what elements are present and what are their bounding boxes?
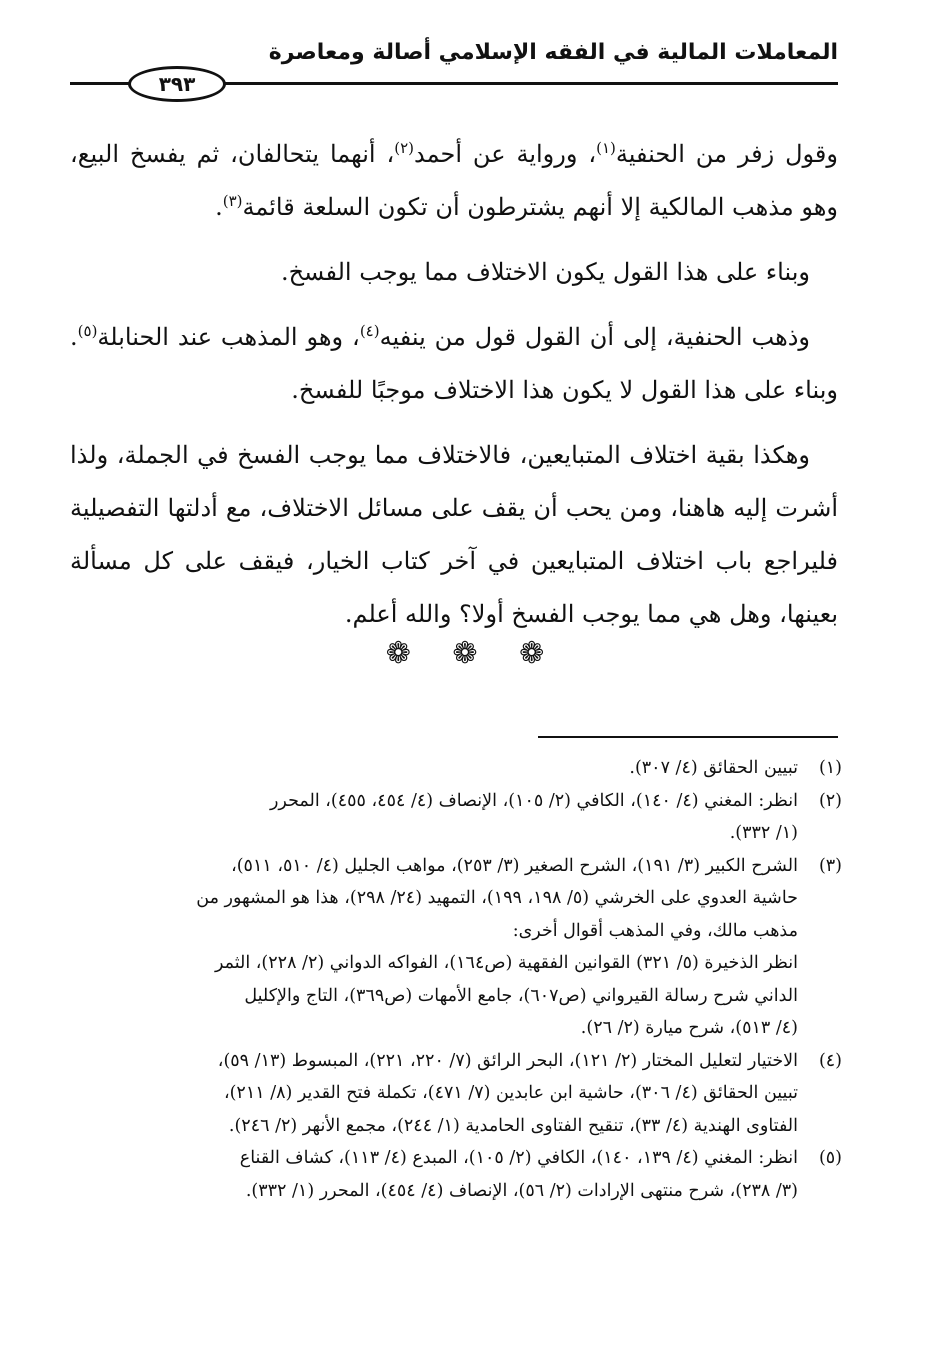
footnote-text	[66, 785, 798, 850]
footnote-separator	[538, 736, 838, 738]
running-title: المعاملات المالية في الفقه الإسلامي أصالة ومعاصرة	[268, 40, 838, 65]
footnote-4	[66, 1045, 842, 1143]
footnote-text	[66, 850, 798, 1045]
footnote-ref-2: (٢)	[394, 139, 415, 157]
footnote-number: (٣)	[818, 855, 842, 876]
paragraph-1-part-b: ، ورواية عن أحمد	[414, 140, 597, 168]
paragraph-1-part-a: وقول زفر من الحنفية	[615, 140, 838, 168]
page-header	[70, 38, 838, 96]
paragraph-1-part-d: .	[215, 193, 223, 221]
footnote-line: الفتاوى الهندية (٤/ ٣٣)، تنقيح الفتاوى الحامدية (١/ ٢٤٤)، مجمع الأنهر (٢/ ٢٤٦).	[228, 1115, 798, 1136]
footnote-line: الشرح الكبير (٣/ ١٩١)، الشرح الصغير (٣/ ٢٥٣)، مواهب الجليل (٤/ ٥١٠، ٥١١)،	[231, 855, 798, 876]
footnote-line: (٣/ ٢٣٨)، شرح منتهى الإرادات (٢/ ٥٦)، الإنصاف (٤/ ٤٥٤)، المحرر (١/ ٣٣٢).	[245, 1180, 798, 1201]
paragraph-3	[70, 311, 838, 417]
paragraph-4: وهكذا بقية اختلاف المتبايعين، فالاختلاف مما يوجب الفسخ في الجملة، ولذا أشرت إليه هاهنا، ومن يحب أن يقف على مسائل الاختلاف، مع أدلتها التفصيلية فليراجع باب اختلاف المتبايعين في آخر كتاب الخيار، فيقف على كل مسألة بعينها، وهل هي مما يوجب الفسخ أولا؟ والله أعلم.	[70, 441, 838, 628]
footnote-text	[66, 1142, 798, 1207]
paragraph-1	[70, 128, 838, 234]
footnote-number: (٤)	[818, 1050, 842, 1071]
section-divider-ornament: ❁ ❁ ❁	[385, 636, 561, 671]
footnote-ref-1: (١)	[596, 139, 616, 157]
footnote-5	[66, 1142, 842, 1207]
footnote-line: انظر الذخيرة (٥/ ٣٢١) القوانين الفقهية (ص١٦٤)، الفواكه الدواني (٢/ ٢٢٨)، الثمر	[214, 953, 798, 973]
footnotes	[66, 752, 842, 1207]
main-text	[70, 128, 838, 653]
footnote-line: (٤/ ٥١٣)، شرح ميارة (٢/ ٢٦).	[580, 1018, 798, 1038]
footnote-ref-5: (٥)	[77, 322, 98, 340]
footnote-line: الداني شرح رسالة القيرواني (ص٦٠٧)، جامع الأمهات (ص٣٦٩)، التاج والإكليل	[244, 985, 798, 1006]
footnote-3	[66, 850, 842, 1045]
footnote-line: انظر: المغني (٤/ ١٤٠)، الكافي (٢/ ١٠٥)، الإنصاف (٤/ ٤٥٤، ٤٥٥)، المحرر	[269, 790, 798, 811]
paragraph-1-part-c: ، أنهما يتحالفان، ثم يفسخ البيع، وهو مذهب المالكية إلا أنهم يشترطون أن تكون السلعة قائمة	[70, 140, 838, 221]
footnote-line: انظر: المغني (٤/ ١٣٩، ١٤٠)، الكافي (٢/ ١٠٥)، المبدع (٤/ ١١٣)، كشاف القناع	[239, 1148, 798, 1168]
footnote-ref-3: (٣)	[222, 192, 243, 210]
footnote-line: مذهب مالك، وفي المذهب أقوال أخرى:	[512, 920, 798, 941]
footnote-ref-4: (٤)	[359, 322, 380, 340]
footnote-text	[66, 1045, 798, 1143]
footnote-line: (١/ ٣٣٢).	[729, 823, 798, 843]
page-number: ٣٩٣	[128, 66, 226, 102]
footnote-1	[66, 752, 842, 785]
footnote-text	[66, 752, 798, 785]
footnote-line: الاختيار لتعليل المختار (٢/ ١٢١)، البحر الرائق (٧/ ٢٢٠، ٢٢١)، المبسوط (١٣/ ٥٩)،	[217, 1050, 798, 1071]
footnote-number: (٥)	[818, 1148, 842, 1168]
paragraph-2: وبناء على هذا القول يكون الاختلاف مما يوجب الفسخ.	[280, 258, 810, 286]
footnote-line: تبيين الحقائق (٤/ ٣٠٧).	[629, 758, 798, 778]
footnote-line: حاشية العدوي على الخرشي (٥/ ١٩٨، ١٩٩)، التمهيد (٢٤/ ٢٩٨)، هذا هو المشهور من	[196, 888, 798, 908]
footnote-number: (١)	[818, 758, 842, 778]
paragraph-3-part-b: ، وهو المذهب عند الحنابلة	[97, 323, 360, 351]
paragraph-3-part-a: وذهب الحنفية، إلى أن القول قول من ينفيه	[379, 323, 811, 351]
paragraph-3-part-c: . وبناء على هذا القول لا يكون هذا الاختلاف موجبًا للفسخ.	[70, 323, 838, 404]
footnote-2	[66, 785, 842, 850]
footnote-number: (٢)	[818, 790, 842, 811]
footnote-line: تبيين الحقائق (٤/ ٣٠٦)، حاشية ابن عابدين (٧/ ٤٧١)، تكملة فتح القدير (٨/ ٢١١)،	[223, 1083, 798, 1103]
